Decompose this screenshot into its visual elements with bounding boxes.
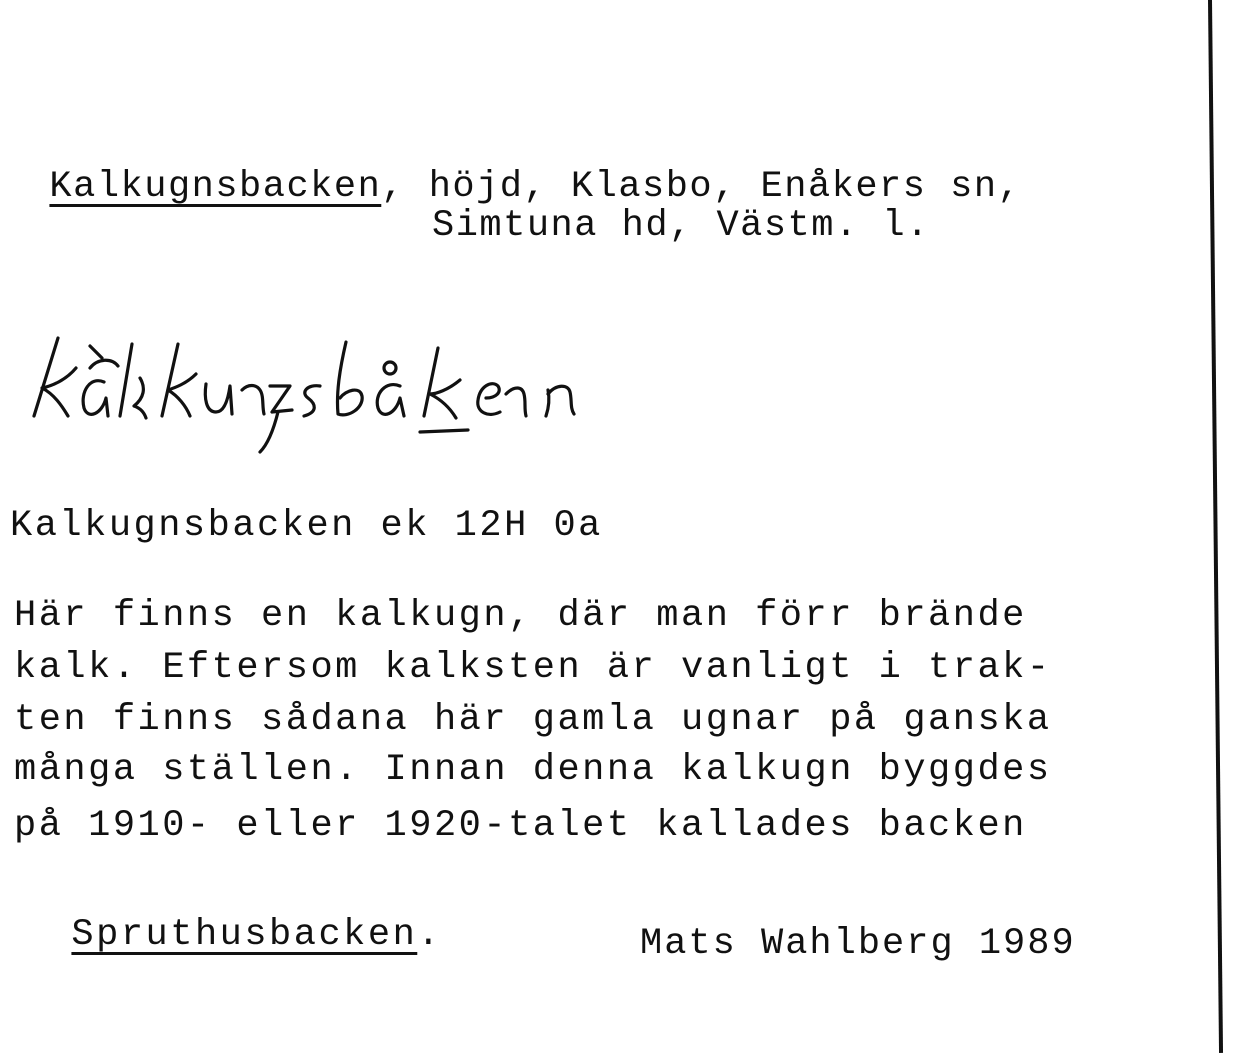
handwritten-pronunciation xyxy=(28,328,728,468)
description-line-1: Här finns en kalkugn, där man förr brände xyxy=(14,595,1027,637)
headword: Kalkugnsbacken xyxy=(49,166,382,208)
header-line-2: Simtuna hd, Västm. l. xyxy=(432,205,930,247)
description-line-3: ten finns sådana här gamla ugnar på ganska xyxy=(14,699,1052,741)
header-location: , höjd, Klasbo, Enåkers sn, xyxy=(381,166,1022,208)
description-line-5: på 1910- eller 1920-talet kallades backen xyxy=(14,805,1027,847)
former-name-line xyxy=(22,880,442,954)
description-line-2: kalk. Eftersom kalksten är vanligt i trak- xyxy=(14,647,1052,689)
description-line-4: många ställen. Innan denna kalkugn byggdes xyxy=(14,749,1052,791)
former-name-period: . xyxy=(417,914,442,956)
card-right-edge xyxy=(1208,0,1223,1053)
former-name: Spruthusbacken xyxy=(71,914,418,956)
author-signature: Mats Wahlberg 1989 xyxy=(640,923,1076,965)
header-line-1 xyxy=(2,132,1021,206)
map-reference: Kalkugnsbacken ek 12H 0a xyxy=(10,505,603,547)
